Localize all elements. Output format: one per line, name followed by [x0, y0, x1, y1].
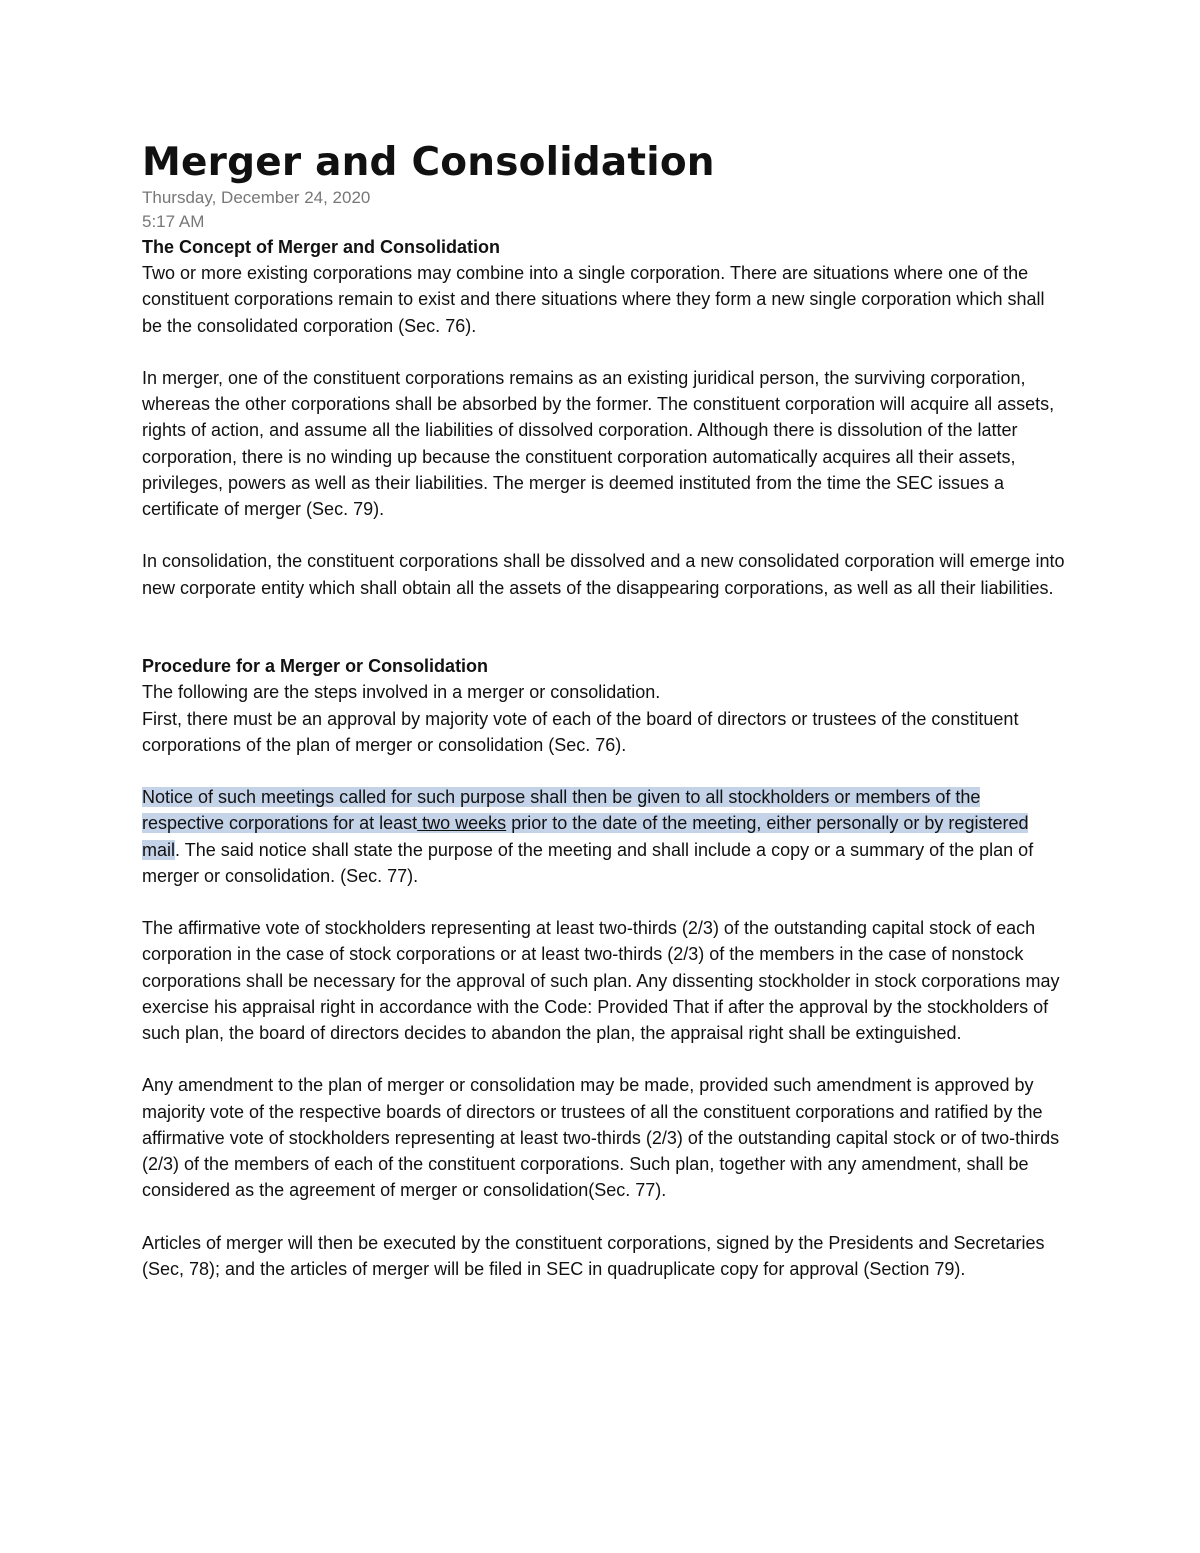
paragraph-concept-intro: Two or more existing corporations may combine into a single corporation. There are situations where one of the constituent corporations remain to exist and there situations where they form a new single corporation which shall be the consolidated corporation (Sec. 76). — [142, 263, 1045, 336]
underlined-text: two weeks — [417, 813, 507, 834]
section-heading-procedure: Procedure for a Merger or Consolidation — [142, 656, 489, 677]
section-heading-concept: The Concept of Merger and Consolidation — [142, 237, 501, 257]
page-title: Merger and Consolidation — [142, 140, 715, 185]
date-stamp: Thursday, December 24, 2020 — [142, 188, 371, 207]
paragraph-spacer — [142, 1046, 1067, 1072]
paragraph-consolidation: In consolidation, the constituent corporations shall be dissolved and a new consolidated corporation will emerge into new corporate entity which shall obtain all the assets of the disappearing corporations, as well as all their liabilities. — [142, 551, 1065, 598]
document-page — [142, 140, 1067, 1282]
paragraph-articles: Articles of merger will then be executed by the constituent corporations, signed by the Presidents and Secretaries (Sec, 78); and the articles of merger will be filed in SEC in quadruplicate copy for approval (Section 79). — [142, 1232, 1045, 1279]
paragraph-notice[interactable] — [142, 784, 1067, 889]
paragraph-affirmative-vote: The affirmative vote of stockholders representing at least two-thirds (2/3) of the outstanding capital stock of each corporation in the case of stock corporations or at least two-thirds (2/3) of the members in the case of nonstock corporations shall be necessary for the approval of such plan. Any dissenting stockholder in stock corporations may exercise his appraisal right in accordance with the Code: Provided That if after the approval by the stockholders of such plan, the board of directors decides to abandon the plan, the appraisal right shall be extinguished. — [142, 918, 1060, 1044]
paragraph-spacer — [142, 889, 1067, 915]
time-stamp: 5:17 AM — [142, 212, 205, 231]
paragraph-amendment: Any amendment to the plan of merger or consolidation may be made, provided such amendment is approved by majority vote of the respective boards of directors or trustees of all the constituent corporations and ratified by the affirmative vote of stockholders representing at least two-thirds (2/3) of the outstanding capital stock or of two-thirds (2/3) of the members of each of the constituent corporations. Such plan, together with any amendment, shall be considered as the agreement of merger or consolidation(Sec. 77). — [142, 1075, 1060, 1201]
paragraph-spacer — [142, 1203, 1067, 1229]
paragraph-merger: In merger, one of the constituent corporations remains as an existing juridical person, the surviving corporation, whereas the other corporations shall be absorbed by the former. The constituent corporation will acquire all assets, rights of action, and assume all the liabilities of dissolved corporation. Although there is dissolution of the latter corporation, there is no winding up because the constituent corporation automatically acquires all their assets, privileges, powers as well as their liabilities. The merger is deemed instituted from the time the SEC issues a certificate of merger (Sec. 79). — [142, 368, 1055, 520]
paragraph-board-approval: First, there must be an approval by majority vote of each of the board of directors or trustees of the constituent corporations of the plan of merger or consolidation (Sec. 76). — [142, 708, 1019, 755]
notice-rest-text: . The said notice shall state the purpose of the meeting and shall include a copy or a summary of the plan of merger or consolidation. (Sec. 77). — [142, 839, 1034, 886]
highlighted-text-a: Notice of such meetings called for such purpose shall then be given to all stockholders or members of the respective corporations for at least — [142, 787, 981, 834]
paragraph-spacer — [142, 339, 1067, 365]
paragraph-procedure-intro: The following are the steps involved in a merger or consolidation. — [142, 682, 661, 703]
highlighted-text-b: prior to the date of the meeting, either personally or by registered mail — [142, 813, 1029, 860]
paragraph-spacer — [142, 758, 1067, 784]
paragraph-spacer — [142, 601, 1067, 653]
paragraph-spacer — [142, 522, 1067, 548]
